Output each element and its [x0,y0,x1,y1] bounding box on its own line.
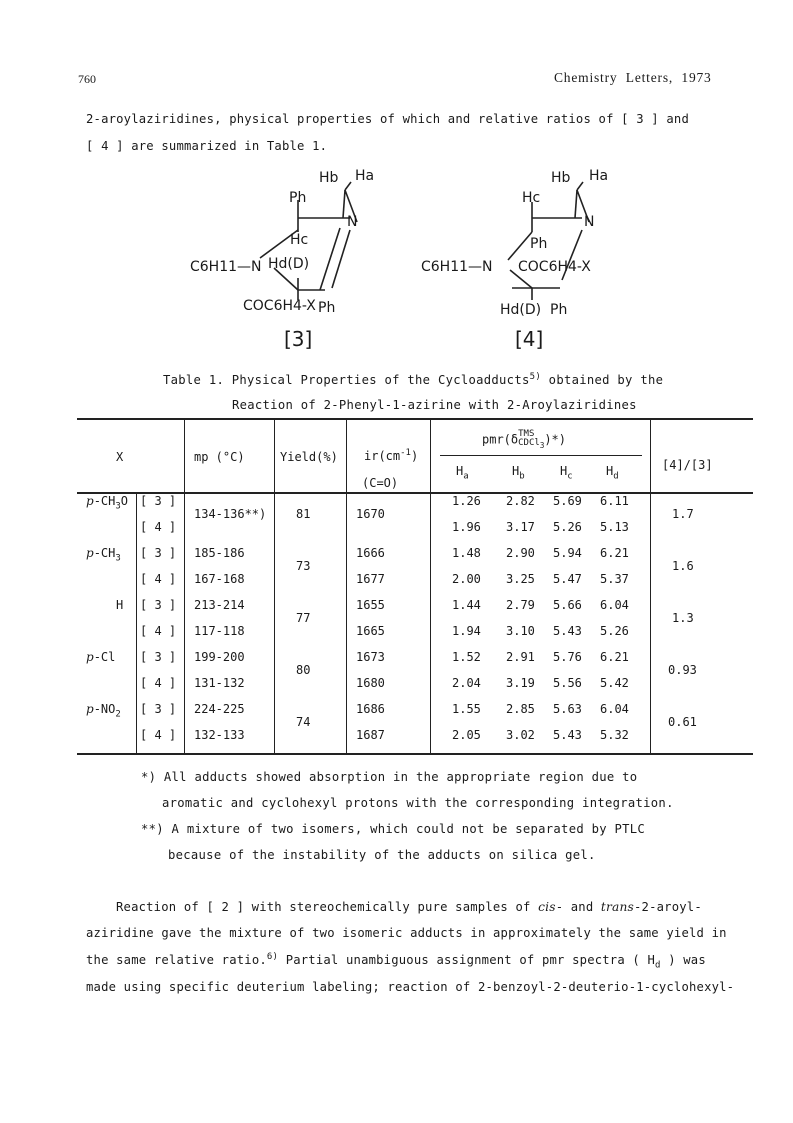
group-1-yield: 81 [296,507,311,521]
body-l3-b: Partial unambiguous assignment of pmr spectra ( H [278,953,656,968]
group-1-para: p [86,494,94,508]
col-rule-compound [136,493,137,753]
s4-hb-label: Hb [551,170,571,186]
g2-r2-hb: 3.25 [506,572,535,586]
g4-r2-hc: 5.56 [553,676,582,690]
g2-r1-mp: 185-186 [194,546,245,560]
header-ir-text: ir(cm [364,449,401,463]
body-l1-trans: trans [600,900,635,914]
header-pmr-sub [518,439,544,450]
caption-tail: obtained by the [541,373,664,388]
g3-r2-hc: 5.43 [553,624,582,638]
g4-r2-mp: 131-132 [194,676,245,690]
caption-ref: 5) [529,372,542,382]
g2-r2-hc: 5.47 [553,572,582,586]
g2-r2-mp: 167-168 [194,572,245,586]
g3-r2-ir: 1665 [356,624,385,638]
g4-r1-hb: 2.91 [506,650,535,664]
header-hd [606,464,619,481]
g5-r2-mp: 132-133 [194,728,245,742]
header-hc-sub: c [567,471,573,482]
g3-r2-mp: 117-118 [194,624,245,638]
group-4-ratio: 0.93 [668,663,697,677]
compound-3-label: [3] [284,327,313,351]
col-rule-mp [184,418,185,753]
group-2-ratio: 1.6 [672,559,694,573]
g3-r2-ha: 1.94 [452,624,481,638]
col-rule-ratio [650,418,651,753]
body-l3-c: ) was [660,953,706,968]
g3-r1-ha: 1.44 [452,598,481,612]
g4-r1-hd: 6.21 [600,650,629,664]
table-row: [ 3 ] [140,650,177,664]
col-rule-pmr [430,418,431,753]
group-5-para: p [86,702,94,716]
s3-ha-label: Ha [355,168,375,184]
group-1-ratio: 1.7 [672,507,694,521]
g4-r1-mp: 199-200 [194,650,245,664]
body-l1-c: -2-aroyl- [634,900,702,914]
group-3-yield: 77 [296,611,311,625]
g4-r1-hc: 5.76 [553,650,582,664]
header-ir-sub: (C=O) [362,476,399,490]
table-row: [ 3 ] [140,494,177,508]
header-mp: mp (°C) [194,450,245,464]
g1-r1-hb: 2.82 [506,494,535,508]
s4-ph-mid-label: Ph [530,236,548,252]
header-ir-sup: -1 [400,448,411,458]
group-5-yield: 74 [296,715,311,729]
g3-r2-hb: 3.10 [506,624,535,638]
s3-hc-label: Hc [290,232,309,248]
body-l1-b: - and [555,900,601,914]
header-pmr-sub-text: CDCl [518,438,540,448]
s3-ph-top-label: Ph [289,190,307,206]
header-ratio: [4]/[3] [662,458,713,472]
g3-r1-mp: 213-214 [194,598,245,612]
table-top-rule [77,418,753,420]
s3-ring-n-label: N [347,214,358,230]
group-5-ratio: 0.61 [668,715,697,729]
s4-hc-label: Hc [522,190,541,206]
s4-ha-label: Ha [589,168,609,184]
s4-aroyl-label: COC6H4-X [518,259,591,275]
g5-r1-hd: 6.04 [600,702,629,716]
body-l1-cis: cis [538,900,556,914]
header-yield: Yield(%) [280,450,338,464]
s4-ring-n-label: N [584,214,595,230]
g2-r2-ha: 2.00 [452,572,481,586]
group-4-yield: 80 [296,663,311,677]
g3-r2-hd: 5.26 [600,624,629,638]
group-2-para: p [86,546,94,560]
header-hb [512,464,525,481]
table-row: [ 3 ] [140,546,177,560]
header-hb-sub: b [519,471,525,482]
g4-r2-ir: 1680 [356,676,385,690]
journal-header: Chemistry Letters, 1973 [554,70,712,85]
header-hd-sub: d [613,471,619,482]
s3-ph-bottom-label: Ph [318,300,336,316]
g1-r1-hc: 5.69 [553,494,582,508]
g1-r2-hc: 5.26 [553,520,582,534]
g1-r1-hd: 6.11 [600,494,629,508]
group-1-substituent: $p-CH_3O$ [86,494,129,512]
s3-cyclohexyl-n-label: C6H11—N [190,259,262,275]
s3-aroyl-label: COC6H4-X [243,298,316,314]
group-2-substituent: $p-CH_3$ [86,546,121,564]
g4-r1-ha: 1.52 [452,650,481,664]
footnote-1-line-2: aromatic and cyclohexyl protons with the corresponding integration. [162,796,674,810]
table-row: [ 4 ] [140,520,177,534]
table-row: [ 3 ] [140,598,177,612]
g5-r1-ha: 1.55 [452,702,481,716]
pmr-subheader-rule [440,455,642,456]
structure-4-bonds [420,160,620,320]
g5-r2-ha: 2.05 [452,728,481,742]
header-pmr [482,430,566,450]
s4-cyclohexyl-n-label: C6H11—N [421,259,493,275]
footnote-2-line-2: because of the instability of the adducts on silica gel. [168,848,596,862]
s4-hd-label: Hd(D) [500,302,542,318]
footnote-2-line-1: **) A mixture of two isomers, which could not be separated by PTLC [141,822,646,836]
header-pmr-sup: TMS [518,429,535,439]
g3-r1-ir: 1655 [356,598,385,612]
table-caption-line-2: Reaction of 2-Phenyl-1-azirine with 2-Aroylaziridines [232,398,637,412]
g4-r1-ir: 1673 [356,650,385,664]
s3-hd-label: Hd(D) [268,256,310,272]
header-ha-sub: a [463,471,469,482]
table-row: [ 4 ] [140,728,177,742]
footnote-1-line-1: *) All adducts showed absorption in the appropriate region due to [141,770,638,784]
header-hd-h: H [606,464,614,478]
g2-r2-hd: 5.37 [600,572,629,586]
header-hc [560,464,573,481]
compound-4-label: [4] [515,327,544,351]
table-header-rule [77,492,753,494]
g5-r2-hb: 3.02 [506,728,535,742]
g5-r2-hc: 5.43 [553,728,582,742]
header-x: X [116,450,124,464]
group-3-substituent: H [116,598,124,612]
table-caption-line-1 [163,372,663,387]
header-ha [456,464,469,481]
header-ir [364,448,418,463]
g3-r1-hd: 6.04 [600,598,629,612]
table-bottom-rule [77,753,753,755]
body-line-2: aziridine gave the mixture of two isomeric adducts in approximately the same yield in [86,926,727,940]
col-rule-ir [346,418,347,753]
body-l1-a: Reaction of [ 2 ] with stereochemically pure samples of [116,900,539,914]
g2-r1-hd: 6.21 [600,546,629,560]
g3-r1-hb: 2.79 [506,598,535,612]
g2-r1-hc: 5.94 [553,546,582,560]
g1-r2-ha: 1.96 [452,520,481,534]
header-pmr-sub3: 3 [539,440,545,450]
header-pmr-scripts [518,430,544,450]
header-pmr-text: pmr(δ [482,432,519,447]
g5-r1-mp: 224-225 [194,702,245,716]
group-4-substituent: p-Cl [86,650,116,664]
table-row: [ 4 ] [140,676,177,690]
g5-r1-hc: 5.63 [553,702,582,716]
group-5-substituent: $p-NO_2$ [86,702,121,720]
body-line-3 [86,952,706,971]
body-line-4: made using specific deuterium labeling; reaction of 2-benzoyl-2-deuterio-1-cyclohexyl- [86,980,735,994]
g2-r1-hb: 2.90 [506,546,535,560]
intro-line-2: [ 4 ] are summarized in Table 1. [86,139,328,153]
body-l3-a: the same relative ratio. [86,953,267,968]
g1-r1-ha: 1.26 [452,494,481,508]
s3-hb-label: Hb [319,170,339,186]
group-4-para: p [86,650,94,664]
body-l3-ref: 6) [266,952,279,962]
body-line-1 [116,900,702,914]
g2-r1-ir: 1666 [356,546,385,560]
table-row: [ 4 ] [140,572,177,586]
g5-r1-hb: 2.85 [506,702,535,716]
body-l3-sub: d [655,960,661,971]
table-row: [ 3 ] [140,702,177,716]
group-1-mp: 134-136**) [194,507,267,521]
g4-r2-ha: 2.04 [452,676,481,690]
g1-r2-hd: 5.13 [600,520,629,534]
g2-r1-ha: 1.48 [452,546,481,560]
g4-r2-hb: 3.19 [506,676,535,690]
group-3-ratio: 1.3 [672,611,694,625]
g5-r1-ir: 1686 [356,702,385,716]
group-2-yield: 73 [296,559,311,573]
caption-text: Table 1. Physical Properties of the Cycloadducts [163,373,530,388]
g5-r2-ir: 1687 [356,728,385,742]
intro-line-1: 2-aroylaziridines, physical properties of which and relative ratios of [ 3 ] and [86,112,689,126]
g3-r1-hc: 5.66 [553,598,582,612]
col-rule-yield [274,418,275,753]
g4-r2-hd: 5.42 [600,676,629,690]
header-pmr-close: )*) [544,432,567,447]
header-ir-close: ) [410,449,419,463]
g1-r2-hb: 3.17 [506,520,535,534]
header-hb-h: H [512,464,520,478]
table-row: [ 4 ] [140,624,177,638]
page-number: 760 [78,72,96,86]
header-hc-h: H [560,464,568,478]
g2-r2-ir: 1677 [356,572,385,586]
s4-ph-bottom-label: Ph [550,302,568,318]
header-ha-h: H [456,464,464,478]
g5-r2-hd: 5.32 [600,728,629,742]
group-1-ir: 1670 [356,507,385,521]
